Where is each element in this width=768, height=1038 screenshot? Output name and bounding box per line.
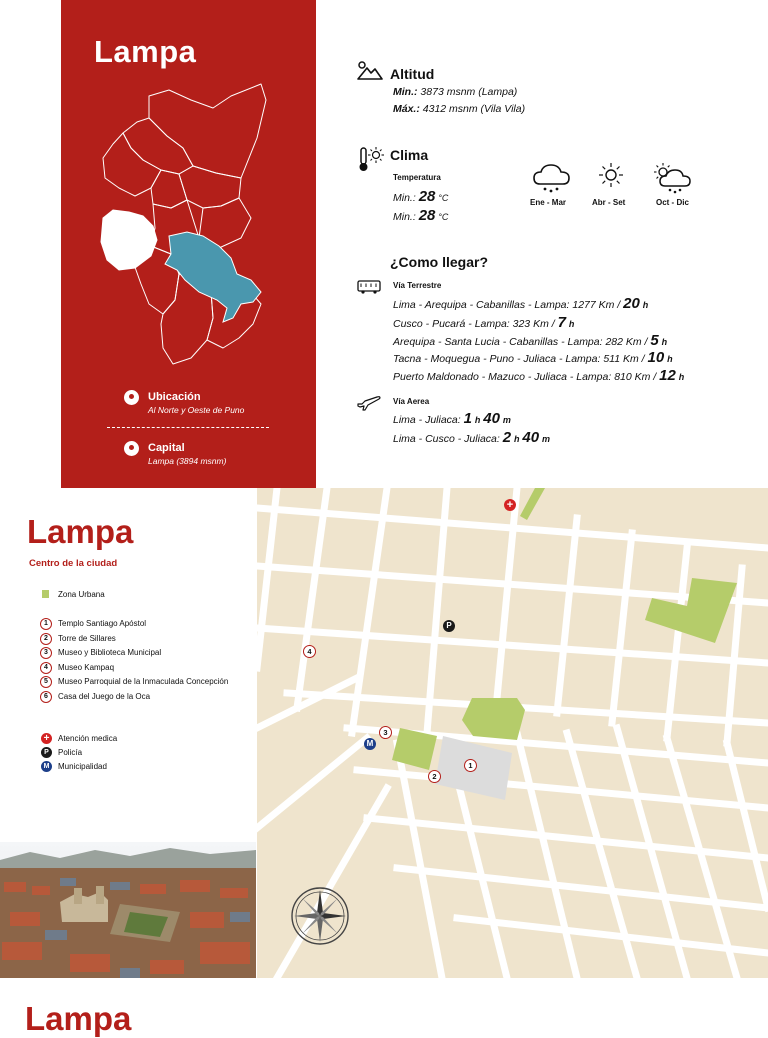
altitud-title: Altitud (390, 66, 435, 82)
route-row (393, 332, 667, 349)
temp-row-1-unit: °C (438, 193, 449, 203)
altitud-max-label: Máx.: (393, 103, 420, 115)
altitud-min-row (393, 86, 517, 98)
map-marker-4[interactable]: 4 (303, 645, 316, 658)
legend-place-name: Templo Santiago Apóstol (58, 619, 147, 628)
legend-place-name: Museo Kampaq (58, 662, 115, 672)
route-hours: 7 (557, 314, 566, 331)
flight-row (393, 429, 550, 446)
legend-place-name: Torre de Sillares (58, 633, 116, 643)
medical-icon: + (41, 733, 52, 744)
park-top (520, 488, 545, 520)
flight-text: Lima - Cusco - Juliaca: (393, 433, 503, 445)
route-text: Cusco - Pucará - Lampa: 323 Km / (393, 318, 558, 330)
town-aerial-photo (0, 842, 256, 978)
legend-place-number: 3 (40, 647, 52, 659)
legend-place-number: 5 (40, 676, 52, 688)
route-hours: 5 (650, 332, 659, 349)
temp-row-2-value: 28 (418, 207, 436, 224)
flight-minutes-unit: m (502, 415, 511, 425)
altitud-max-row (393, 103, 525, 115)
altitud-min-label: Min.: (393, 86, 418, 98)
legend-place-name: Casa del Juego de la Oca (58, 691, 151, 701)
via-terrestre-label: Vía Terrestre (393, 281, 442, 290)
legend-place-name: Museo Parroquial de la Inmaculada Concepción (58, 677, 229, 686)
route-unit: h (568, 319, 575, 329)
route-hours: 20 (623, 295, 640, 312)
panel-divider (107, 427, 269, 428)
route-unit: h (642, 300, 649, 310)
legend-service-name: Policía (58, 748, 83, 757)
temp-row-2-unit: °C (438, 212, 449, 222)
capital-pin-icon (124, 441, 139, 456)
legend-place-number: 1 (40, 618, 52, 630)
temp-row-1-label: Min.: (393, 192, 416, 204)
footer-title: Lampa (25, 1000, 132, 1037)
capital-value: Lampa (3894 msnm) (148, 456, 227, 466)
ubicacion-value: Al Norte y Oeste de Puno (148, 405, 245, 415)
season-1-label: Ene - Mar (530, 198, 567, 207)
city-subtitle: Centro de la ciudad (29, 558, 118, 569)
route-row (393, 367, 684, 384)
route-text: Lima - Arequipa - Cabanillas - Lampa: 1277 Km / (393, 299, 624, 311)
route-unit: h (667, 354, 673, 364)
flight-text: Lima - Juliaca: (393, 414, 464, 426)
route-hours: 12 (659, 367, 676, 384)
route-unit: h (678, 372, 685, 382)
legend-place-number: 6 (40, 691, 52, 703)
legend-place-number: 2 (40, 633, 52, 645)
route-hours: 10 (647, 349, 665, 366)
flight-hours-unit: h (474, 415, 481, 425)
lake-area (165, 232, 261, 322)
route-text: Arequipa - Santa Lucia - Cabanillas - Lampa: 282 Km / (393, 336, 651, 348)
route-row (393, 349, 673, 366)
airplane-icon (357, 394, 381, 412)
legend-place-number: 4 (40, 662, 52, 674)
selected-district-lampa (101, 210, 157, 270)
park-plaza-north (462, 698, 525, 740)
map-marker-3[interactable]: 3 (379, 726, 392, 739)
flight-minutes: 40 (483, 410, 500, 427)
sun-rain-cloud-icon (653, 162, 693, 196)
police-marker[interactable]: P (443, 620, 455, 632)
capital-label: Capital (148, 442, 185, 454)
route-unit: h (661, 337, 668, 347)
route-row (393, 295, 648, 312)
clima-title: Clima (390, 147, 429, 163)
temp-row-1 (393, 188, 448, 205)
police-icon: P (41, 747, 52, 758)
temp-row-2 (393, 207, 448, 224)
medical-marker[interactable]: + (504, 499, 516, 511)
ubicacion-label: Ubicación (148, 391, 201, 403)
legend-service-name: Municipalidad (58, 762, 107, 771)
bus-icon (357, 280, 381, 294)
compass-rose-icon (289, 885, 351, 947)
location-pin-icon (124, 390, 139, 405)
flight-hours-unit: h (513, 434, 520, 444)
map-marker-1[interactable]: 1 (464, 759, 477, 772)
city-street-map[interactable] (257, 488, 768, 978)
sun-icon (598, 162, 624, 188)
flight-minutes-unit: m (542, 434, 551, 444)
flight-minutes: 40 (522, 429, 540, 446)
mountain-icon (357, 61, 383, 81)
via-aerea-label: Vía Aerea (393, 397, 430, 406)
route-text: Puerto Maldonado - Mazuco - Juliaca - Lampa: 810 Km / (393, 371, 660, 383)
altitud-max-value: 4312 msnm (Vila Vila) (422, 103, 526, 115)
province-title: Lampa (94, 34, 197, 69)
season-3-label: Oct - Dic (656, 198, 689, 207)
route-text: Tacna - Moquegua - Puno - Juliaca - Lampa: 511 Km / (393, 353, 648, 365)
legend-place-name: Museo y Biblioteca Municipal (58, 648, 162, 657)
province-district-map (91, 78, 301, 373)
zona-urbana-swatch (42, 590, 49, 598)
temp-row-1-value: 28 (418, 188, 436, 205)
map-marker-2[interactable]: 2 (428, 770, 441, 783)
flight-row (393, 410, 511, 427)
municipality-icon: M (41, 761, 52, 772)
season-2-label: Abr - Set (592, 198, 626, 207)
legend-service-name: Atención medica (58, 734, 118, 743)
park-northeast (645, 578, 737, 643)
province-panel (61, 0, 316, 488)
flight-hours: 1 (463, 410, 472, 427)
route-row (393, 314, 574, 331)
altitud-min-value: 3873 msnm (Lampa) (420, 86, 518, 98)
thermometer-sun-icon (358, 145, 384, 175)
flight-hours: 2 (502, 429, 512, 446)
municipality-marker[interactable]: M (364, 738, 376, 750)
temp-row-2-label: Min.: (393, 211, 416, 223)
rain-cloud-icon (532, 162, 574, 196)
zona-urbana-label: Zona Urbana (58, 590, 105, 599)
como-llegar-title: ¿Como llegar? (390, 254, 489, 270)
city-title: Lampa (27, 513, 134, 550)
temperature-label: Temperatura (393, 173, 441, 182)
